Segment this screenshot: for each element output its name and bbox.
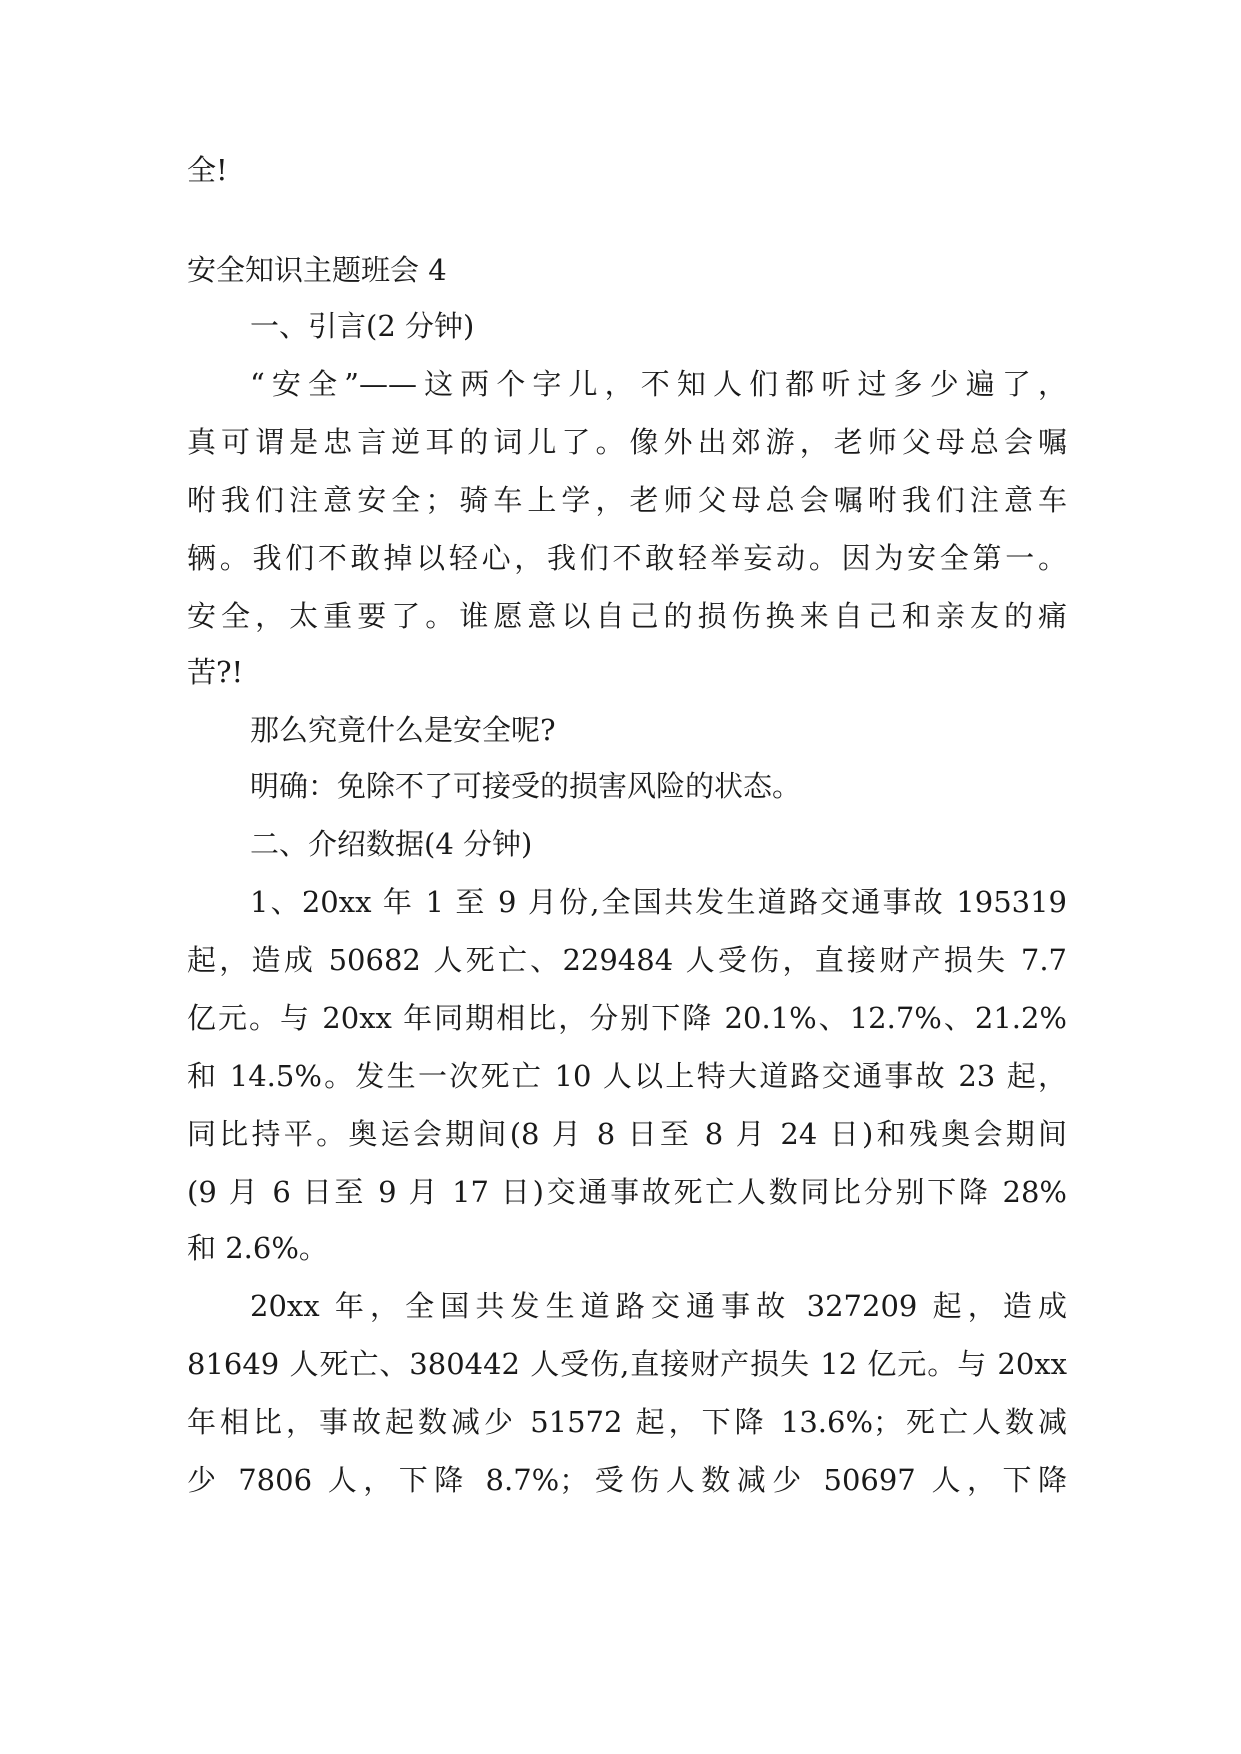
paragraph-line: (9 月 6 日至 9 月 17 日)交通事故死亡人数同比分别下降 28% bbox=[187, 1175, 1067, 1209]
section-title: 安全知识主题班会 4 bbox=[187, 253, 447, 287]
paragraph-line: 和 14.5%。发生一次死亡 10 人以上特大道路交通事故 23 起， bbox=[187, 1059, 1067, 1093]
paragraph-line: 年相比，事故起数减少 51572 起，下降 13.6%；死亡人数减 bbox=[187, 1405, 1067, 1439]
paragraph-line: 和 2.6%。 bbox=[187, 1231, 328, 1265]
paragraph-line: 同比持平。奥运会期间(8 月 8 日至 8 月 24 日)和残奥会期间 bbox=[187, 1117, 1067, 1151]
paragraph-line: 1、20xx 年 1 至 9 月份,全国共发生道路交通事故 195319 bbox=[250, 885, 1067, 919]
paragraph-line: “安全”——这两个字儿，不知人们都听过多少遍了， bbox=[250, 367, 1067, 401]
paragraph-line: 81649 人死亡、380442 人受伤,直接财产损失 12 亿元。与 20xx bbox=[187, 1347, 1067, 1381]
paragraph-line: 亿元。与 20xx 年同期相比，分别下降 20.1%、12.7%、21.2% bbox=[187, 1001, 1067, 1035]
paragraph-line: 少 7806 人，下降 8.7%；受伤人数减少 50697 人，下降 bbox=[187, 1463, 1067, 1497]
paragraph-line: 起，造成 50682 人死亡、229484 人受伤，直接财产损失 7.7 bbox=[187, 943, 1067, 977]
paragraph-line: 辆。我们不敢掉以轻心，我们不敢轻举妄动。因为安全第一。 bbox=[187, 541, 1067, 575]
paragraph-question: 那么究竟什么是安全呢? bbox=[250, 713, 556, 747]
paragraph-line: 安全，太重要了。谁愿意以自己的损伤换来自己和亲友的痛 bbox=[187, 599, 1067, 633]
heading-introduction: 一、引言(2 分钟) bbox=[250, 309, 475, 343]
paragraph-line: 咐我们注意安全；骑车上学，老师父母总会嘱咐我们注意车 bbox=[187, 483, 1067, 517]
text-line-continuation: 全! bbox=[187, 153, 228, 187]
paragraph-definition: 明确：免除不了可接受的损害风险的状态。 bbox=[250, 769, 802, 803]
paragraph-line: 真可谓是忠言逆耳的词儿了。像外出郊游，老师父母总会嘱 bbox=[187, 425, 1067, 459]
heading-data: 二、介绍数据(4 分钟) bbox=[250, 827, 533, 861]
paragraph-line: 苦?! bbox=[187, 655, 244, 689]
paragraph-line: 20xx 年，全国共发生道路交通事故 327209 起，造成 bbox=[250, 1289, 1067, 1323]
